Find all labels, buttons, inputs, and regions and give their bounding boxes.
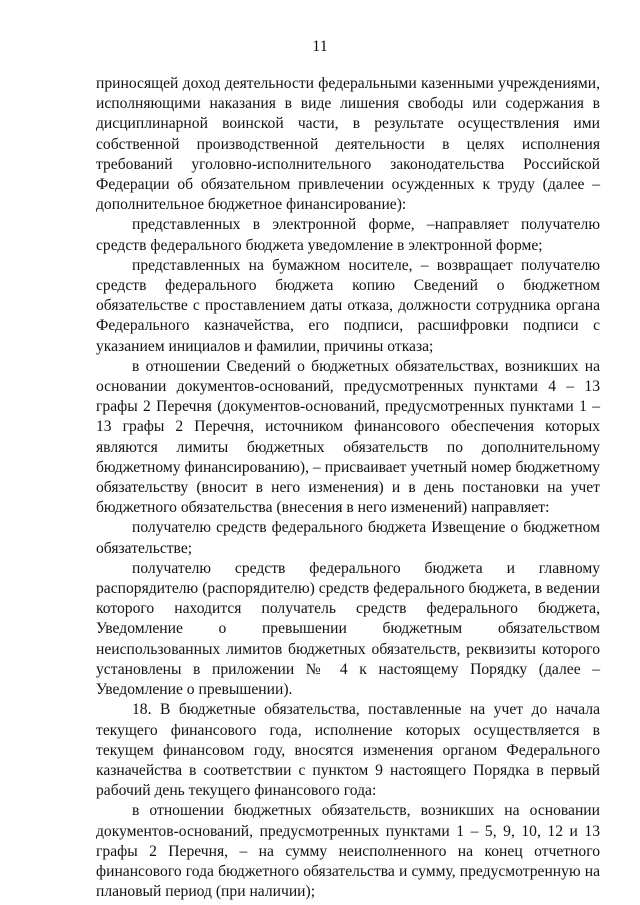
- paragraph: в отношении Сведений о бюджетных обязательствах, возникших на основании документов-оснований, предусмотренных пунктами 4 – 13 графы 2 Перечня (документов-оснований, предусмотренных пунктами 1 – 13 графы 2 Перечня, источником финансового обеспечения которых являются лимиты бюджетных обязательств по дополнительному бюджетному финансированию), – присваивает учетный номер бюджетному обязательству (вносит в него изменения) и в день постановки на учет бюджетного обязательства (внесения в него изменений) направляет:: [96, 357, 600, 517]
- paragraph: приносящей доход деятельности федеральными казенными учреждениями, исполняющими наказания в виде лишения свободы или содержания в дисциплинарной воинской части, в результате осуществления ими собственной производственной деятельности в целях исполнения требований уголовно-исполнительного законодательства Российской Федерации об обязательном привлечении осужденных к труду (далее – дополнительное бюджетное финансирование):: [96, 75, 600, 214]
- paragraph: получателю средств федерального бюджета и главному распорядителю (распорядителю) средств федерального бюджета, в ведении которого находится получатель средств федерального бюджета, Уведомление о превышении бюджетным обязательством неиспользованных лимитов бюджетных обязательств, реквизиты которого установлены в приложении № 4 к настоящему Порядку (далее – Уведомление о превышении).: [96, 559, 600, 699]
- paragraph: в отношении бюджетных обязательств, возникших на основании документов-оснований, предусмотренных пунктами 1 – 5, 9, 10, 12 и 13 графы 2 Перечня, – на сумму неисполненного на конец отчетного финансового года бюджетного обязательства и сумму, предусмотренную на плановый период (при наличии);: [96, 802, 600, 901]
- document-body: [96, 74, 600, 902]
- paragraph: представленных на бумажном носителе, – возвращает получателю средств федерального бюджета копию Сведений о бюджетном обязательстве с проставлением даты отказа, должности сотрудника органа Федерального казначейства, его подписи, расшифровки подписи с указанием инициалов и фамилии, причины отказа;: [96, 256, 600, 355]
- paragraph: получателю средств федерального бюджета Извещение о бюджетном обязательстве;: [96, 519, 600, 557]
- paragraph: представленных в электронной форме, –направляет получателю средств федерального бюджета уведомление в электронной форме;: [96, 216, 600, 254]
- paragraph: 18. В бюджетные обязательства, поставленные на учет до начала текущего финансового года, исполнение которых осуществляется в текущем финансовом году, вносятся изменения органом Федерального казначейства в соответствии с пунктом 9 настоящего Порядка в первый рабочий день текущего финансового года:: [96, 701, 600, 800]
- page-number: 11: [312, 38, 328, 55]
